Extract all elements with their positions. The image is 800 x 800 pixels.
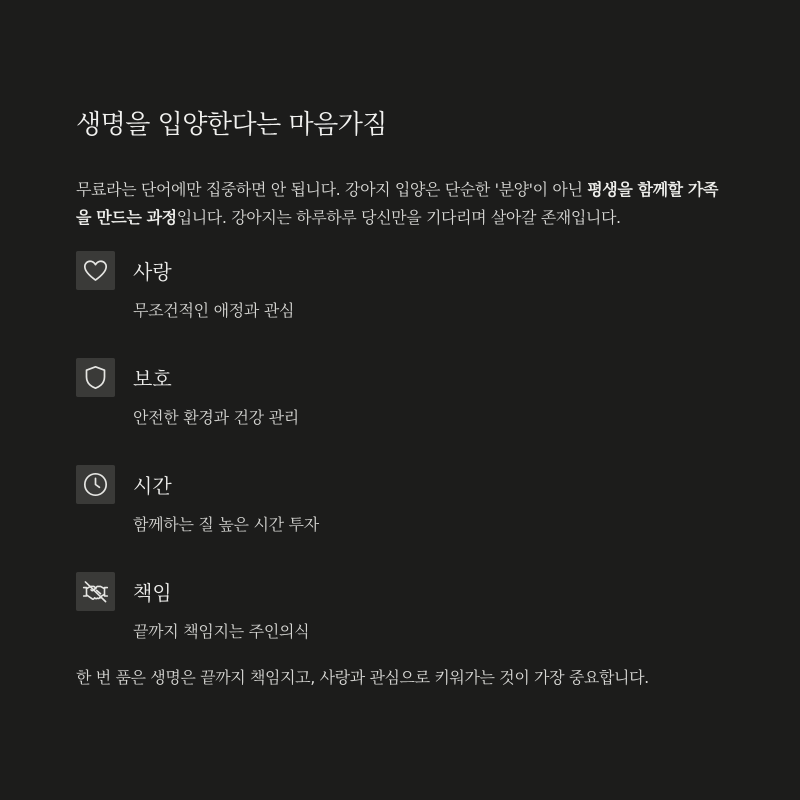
value-item-protection [76, 358, 736, 438]
value-item-time [76, 465, 736, 545]
intro-paragraph [76, 176, 726, 232]
value-title: 사랑 [133, 260, 172, 284]
value-title: 시간 [133, 474, 172, 498]
value-description: 무조건적인 애정과 관심 [133, 301, 295, 320]
intro-emphasis: 평생을 함께할 가족을 만드는 과정 [76, 180, 719, 227]
value-description: 끝까지 책임지는 주인의식 [133, 622, 310, 641]
value-description: 안전한 환경과 건강 관리 [133, 408, 299, 427]
value-title: 보호 [133, 367, 172, 391]
closing-paragraph: 한 번 품은 생명은 끝까지 책임지고, 사랑과 관심으로 키워가는 것이 가장 중요합니다. [76, 668, 649, 687]
value-title: 책임 [133, 581, 172, 605]
intro-text-end: 입니다. 강아지는 하루하루 당신만을 기다리며 살아갈 존재입니다. [176, 208, 621, 227]
intro-text-start: 무료라는 단어에만 집중하면 안 됩니다. 강아지 입양은 단순한 '분양'이 아닌 [76, 180, 588, 199]
heart-icon [76, 251, 115, 290]
value-item-love [76, 251, 736, 331]
value-description: 함께하는 질 높은 시간 투자 [133, 515, 319, 534]
value-item-responsibility [76, 572, 736, 652]
clock-icon [76, 465, 115, 504]
handshake-icon [76, 572, 115, 611]
shield-icon [76, 358, 115, 397]
page-title: 생명을 입양한다는 마음가짐 [76, 110, 387, 140]
